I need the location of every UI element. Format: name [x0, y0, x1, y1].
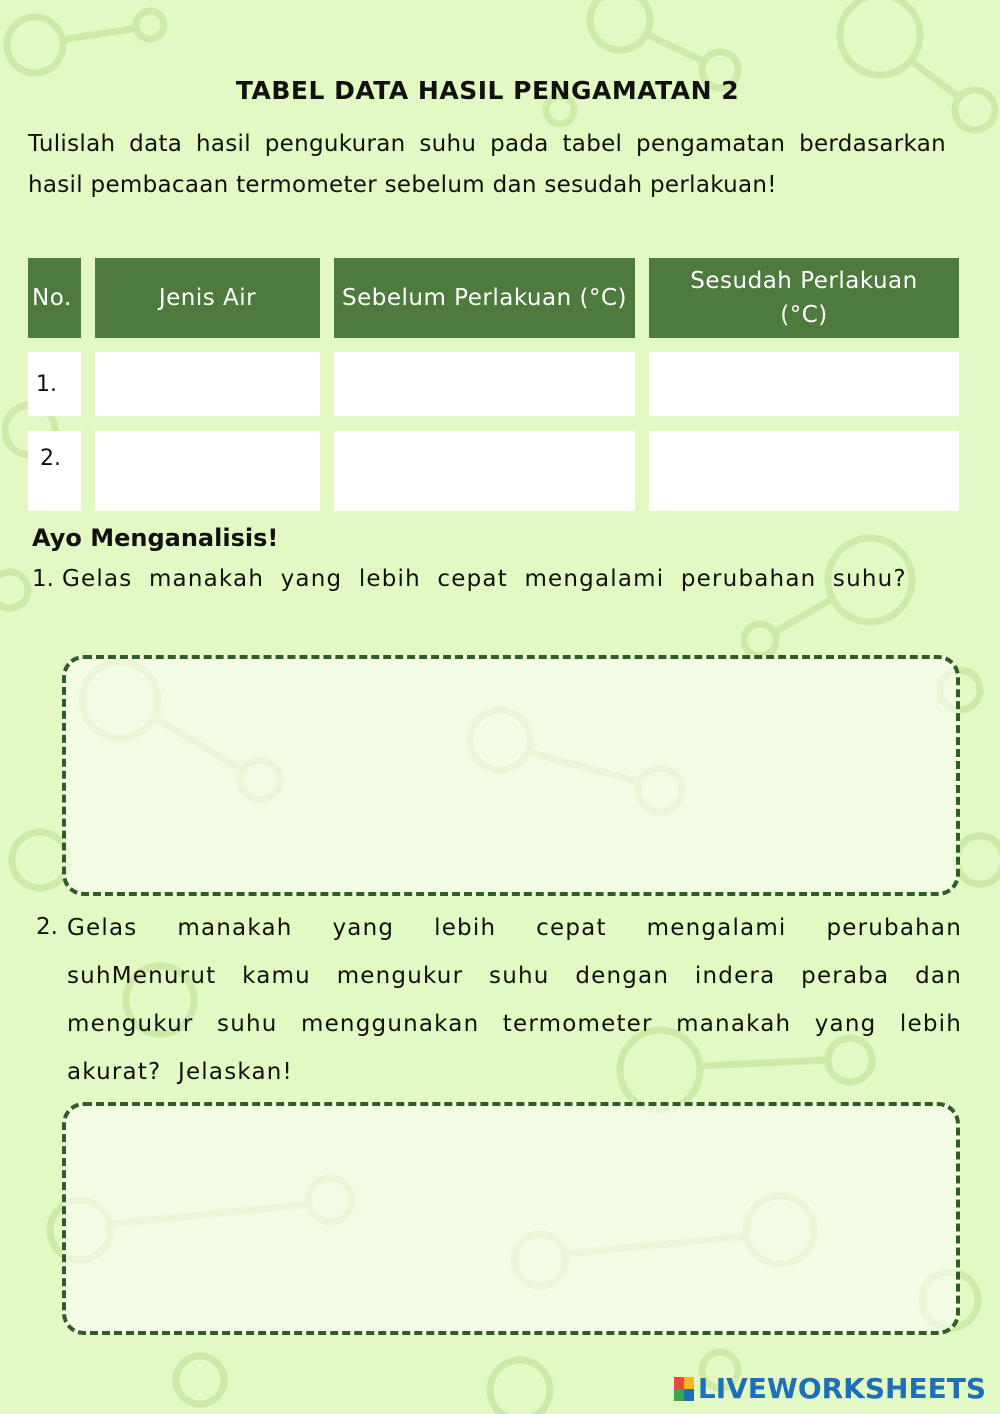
question-1-number: 1.: [32, 566, 54, 592]
header-sebelum-perlakuan: Sebelum Perlakuan (°C): [334, 258, 635, 338]
row-1-jenis-air-input[interactable]: [95, 352, 320, 416]
row-1-sesudah-input[interactable]: [649, 352, 959, 416]
liveworksheets-logo-text: LIVEWORKSHEETS: [697, 1372, 986, 1405]
row-1-sebelum-input[interactable]: [334, 352, 635, 416]
intro-instructions: Tulislah data hasil pengukuran suhu pada tabel pengamatan berdasarkan hasil pembacaan termometer sebelum dan sesudah perlakuan!: [28, 131, 946, 198]
analysis-title: Ayo Menganalisis!: [32, 524, 279, 552]
row-2-jenis-air-input[interactable]: [95, 431, 320, 511]
question-1-text: Gelas manakah yang lebih cepat mengalami perubahan suhu?: [62, 566, 907, 592]
question-2-number: 2.: [36, 914, 58, 940]
liveworksheets-logo[interactable]: [674, 1372, 986, 1405]
row-2-sesudah-input[interactable]: [649, 431, 959, 511]
page-title: TABEL DATA HASIL PENGAMATAN 2: [235, 76, 740, 105]
answer-box-1[interactable]: [62, 655, 960, 896]
answer-box-2[interactable]: [62, 1102, 960, 1335]
header-no: No.: [28, 258, 81, 338]
question-2-text: Gelas manakah yang lebih cepat mengalami perubahan suhMenurut kamu mengukur suhu dengan indera peraba dan mengukur suhu menggunakan termometer manakah yang lebih akurat? Jelaskan!: [67, 915, 962, 1085]
row-1-number: 1.: [28, 352, 81, 416]
row-2-number: 2.: [28, 431, 81, 511]
liveworksheets-logo-icon: [674, 1377, 694, 1401]
header-jenis-air: Jenis Air: [95, 258, 320, 338]
row-2-sebelum-input[interactable]: [334, 431, 635, 511]
header-sesudah-perlakuan: Sesudah Perlakuan (°C): [649, 258, 959, 338]
